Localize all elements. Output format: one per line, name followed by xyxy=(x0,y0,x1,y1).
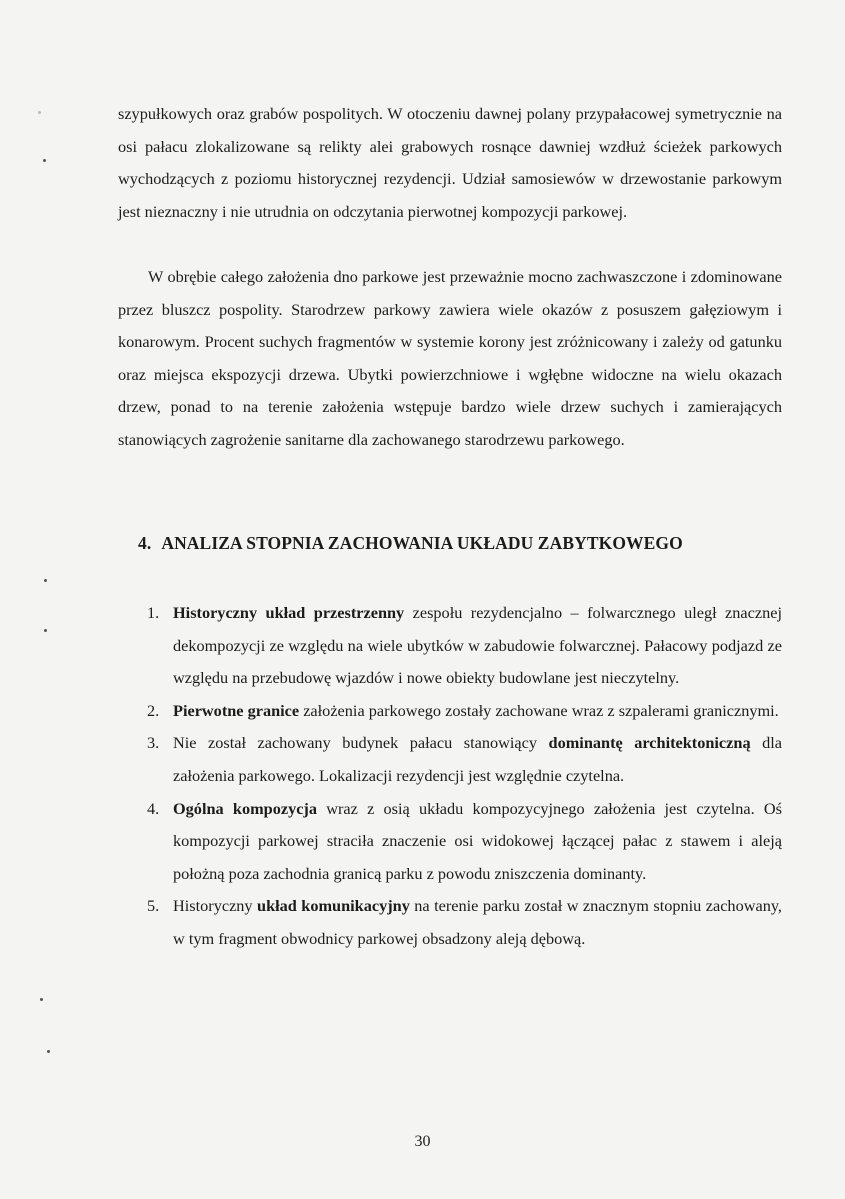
list-item-bold: Ogólna kompozycja xyxy=(173,798,317,818)
findings-list xyxy=(118,597,782,956)
list-item-bold: Pierwotne granice xyxy=(173,700,300,720)
scan-speck xyxy=(40,998,43,1001)
section-number: 4. xyxy=(138,533,152,553)
list-item-text: zespołu rezydencjalno – folwarcznego uległ znacznej dekompozycji ze względu na wiele ubytków w zabudowie folwarcznej. Pałacowy podjazd ze względu na przebudowę wjazdów i nowe obiekty budowlane jest nieczytelny. xyxy=(173,603,782,688)
list-item-bold: układ komunikacyjny xyxy=(257,896,410,916)
list-item-text: na terenie parku został w znacznym stopniu zachowany, w tym fragment obwodnicy parkowej obsadzony aleją dębową. xyxy=(173,896,782,948)
list-item xyxy=(118,695,782,728)
scan-speck xyxy=(44,579,47,582)
list-item xyxy=(118,597,782,695)
paragraph-continuation: szypułkowych oraz grabów pospolitych. W otoczeniu dawnej polany przypałacowej symetrycznie na osi pałacu zlokalizowane są relikty alei grabowych rosnące dawniej wzdłuż ścieżek parkowych wychodzących z poziomu historycznej rezydencji. Udział samosiewów w drzewostanie parkowym jest nieznaczny i nie utrudnia on odczytania pierwotnej kompozycji parkowej. xyxy=(118,104,782,221)
list-item-number: 1. xyxy=(147,603,160,622)
list-item-number: 5. xyxy=(147,896,160,916)
list-item xyxy=(118,727,782,792)
list-item-text: Historyczny xyxy=(173,896,258,916)
list-item-bold: dominantę architektoniczną xyxy=(548,733,751,753)
section-title: ANALIZA STOPNIA ZACHOWANIA UKŁADU ZABYTKOWEGO xyxy=(161,533,683,553)
scan-speck xyxy=(44,629,47,632)
list-item-text: założenia parkowego zostały zachowane wraz z szpalerami granicznymi. xyxy=(299,700,779,720)
list-item xyxy=(118,793,782,891)
paragraph-park-floor: W obrębie całego założenia dno parkowe jest przeważnie mocno zachwaszczone i zdominowane przez bluszcz pospolity. Starodrzew parkowy zawiera wiele okazów z posuszem gałęziowym i konarowym. Procent suchych fragmentów w systemie korony jest zróżnicowany i zależy od gatunku oraz miejsca ekspozycji drzewa. Ubytki powierzchniowe i wgłębne widoczne na wielu okazach drzew, ponad to na terenie założenia wstępuje bardzo wiele drzew suchych i zamierających stanowiących zagrożenie sanitarne dla zachowanego starodrzewu parkowego. xyxy=(118,267,782,449)
section-heading xyxy=(138,533,683,554)
list-item-number: 4. xyxy=(147,798,160,818)
scan-speck xyxy=(43,159,46,162)
page-number: 30 xyxy=(414,1133,431,1150)
list-item-text: wraz z osią układu kompozycyjnego założenia jest czytelna. Oś kompozycji parkowej straciła znaczenie osi widokowej łączącej pałac z stawem i aleją położną poza zachodnia granicą parku z powodu zniszczenia dominanty. xyxy=(173,798,782,883)
list-item-number: 2. xyxy=(147,700,160,720)
list-item xyxy=(118,890,782,955)
list-item-number: 3. xyxy=(147,733,160,753)
scan-speck xyxy=(47,1050,50,1053)
list-item-text: dla założenia parkowego. Lokalizacji rezydencji jest względnie czytelna. xyxy=(173,733,782,785)
list-item-bold: Historyczny układ przestrzenny xyxy=(173,603,405,622)
list-item-text: Nie został zachowany budynek pałacu stanowiący xyxy=(173,733,549,753)
scan-speck xyxy=(38,111,41,114)
